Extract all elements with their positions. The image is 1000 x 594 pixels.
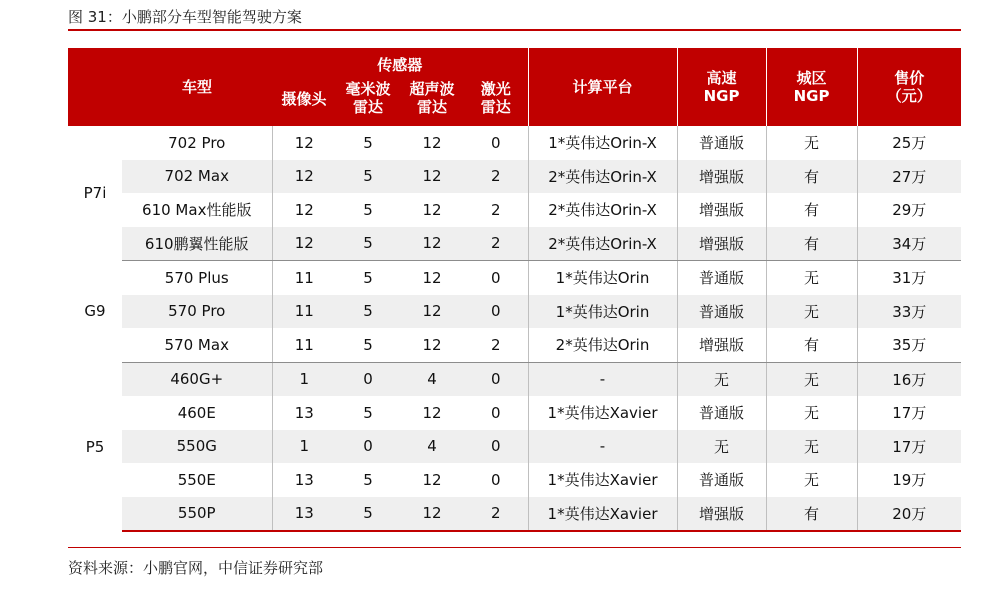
cell-city-ngp: 无 — [766, 463, 857, 497]
cell-camera: 12 — [272, 227, 336, 261]
cell-city-ngp: 有 — [766, 497, 857, 532]
cell-ultrasonic: 12 — [422, 133, 442, 152]
cell-mmwave: 5 — [336, 160, 400, 194]
header-series — [68, 48, 122, 126]
cell-highway-ngp: 增强版 — [677, 328, 766, 362]
figure-title: 图 31：小鹏部分车型智能驾驶方案 — [68, 8, 302, 26]
cell-highway-ngp: 普通版 — [677, 463, 766, 497]
cell-mmwave: 5 — [363, 200, 373, 219]
table-row — [68, 430, 961, 464]
cell-ultrasonic: 12 — [400, 160, 464, 194]
cell-lidar: 0 — [490, 133, 501, 152]
cell-city-ngp: 无 — [766, 396, 857, 430]
cell-camera: 13 — [272, 497, 336, 532]
cell-highway-ngp: 普通版 — [677, 126, 766, 160]
cell-price: 29万 — [857, 193, 961, 227]
header-highway-ngp: 高速 NGP — [677, 48, 766, 126]
cell-camera: 1 — [272, 362, 336, 396]
table-row — [68, 193, 961, 227]
cell-camera: 12 — [272, 160, 336, 194]
cell-model: 610鹏翼性能版 — [122, 227, 272, 261]
cell-price: 25万 — [857, 126, 961, 160]
cell-mmwave: 5 — [363, 470, 373, 489]
table-row — [68, 295, 961, 329]
cell-model: 610 Max性能版 — [142, 201, 252, 220]
cell-city-ngp: 无 — [766, 261, 857, 295]
cell-compute: - — [528, 362, 677, 396]
cell-lidar: 2 — [464, 497, 528, 532]
cell-mmwave: 0 — [336, 430, 400, 464]
cell-model: 460G+ — [122, 362, 272, 396]
table-row — [68, 261, 961, 295]
cell-highway-ngp: 普通版 — [677, 295, 766, 329]
series-label: P7i — [83, 184, 107, 203]
cell-camera: 12 — [272, 126, 336, 160]
cell-mmwave: 0 — [336, 362, 400, 396]
cell-model: 570 Plus — [164, 268, 229, 287]
table-row — [68, 463, 961, 497]
cell-model: 550E — [177, 470, 216, 489]
cell-ultrasonic: 4 — [400, 430, 464, 464]
cell-camera: 11 — [272, 261, 336, 295]
cell-price: 20万 — [857, 497, 961, 532]
cell-compute: 1*英伟达Xavier — [528, 463, 677, 497]
cell-price: 34万 — [857, 227, 961, 261]
cell-model: 570 Max — [122, 328, 272, 362]
cell-ultrasonic: 12 — [400, 295, 464, 329]
cell-compute: 1*英伟达Orin — [528, 261, 677, 295]
table-row — [68, 160, 961, 194]
cell-mmwave: 5 — [336, 328, 400, 362]
cell-lidar: 0 — [464, 430, 528, 464]
cell-price: 35万 — [857, 328, 961, 362]
cell-camera: 1 — [272, 430, 336, 464]
cell-price: 27万 — [857, 160, 961, 194]
header-mmwave: 毫米波 雷达 — [336, 76, 400, 126]
cell-compute: 2*英伟达Orin-X — [528, 227, 677, 261]
cell-ultrasonic: 12 — [400, 328, 464, 362]
cell-city-ngp: 有 — [766, 328, 857, 362]
cell-model: 550G — [122, 430, 272, 464]
cell-city-ngp: 无 — [766, 362, 857, 396]
table-row — [68, 227, 961, 261]
cell-highway-ngp: 普通版 — [677, 261, 766, 295]
header-lidar: 激光 雷达 — [464, 76, 528, 126]
table-body — [68, 126, 961, 531]
cell-mmwave: 5 — [336, 295, 400, 329]
cell-model: 702 Max — [122, 160, 272, 194]
cell-camera: 13 — [272, 463, 336, 497]
spec-table — [68, 48, 961, 532]
cell-mmwave: 5 — [363, 403, 373, 422]
cell-highway-ngp: 无 — [677, 430, 766, 464]
cell-price: 17万 — [857, 430, 961, 464]
table-row — [68, 328, 961, 362]
cell-compute: 2*英伟达Orin-X — [528, 193, 677, 227]
cell-highway-ngp: 增强版 — [677, 160, 766, 194]
cell-price: 16万 — [857, 362, 961, 396]
source-rule — [68, 547, 961, 548]
table-row — [68, 497, 961, 532]
cell-highway-ngp: 无 — [677, 362, 766, 396]
series-label: P5 — [85, 437, 105, 456]
cell-camera: 12 — [272, 193, 336, 227]
source-note: 资料来源：小鹏官网，中信证券研究部 — [68, 559, 324, 577]
cell-lidar: 0 — [490, 403, 501, 422]
header-city-ngp: 城区 NGP — [766, 48, 857, 126]
cell-ultrasonic: 12 — [422, 268, 442, 287]
header-model: 车型 — [122, 48, 272, 126]
cell-lidar: 2 — [464, 160, 528, 194]
cell-model: 702 Pro — [168, 133, 226, 152]
cell-city-ngp: 无 — [766, 295, 857, 329]
cell-city-ngp: 无 — [766, 126, 857, 160]
cell-compute: 1*英伟达Orin-X — [528, 126, 677, 160]
cell-model: 570 Pro — [122, 295, 272, 329]
cell-ultrasonic: 12 — [400, 227, 464, 261]
cell-camera: 11 — [272, 295, 336, 329]
title-rule — [68, 29, 961, 31]
cell-highway-ngp: 增强版 — [677, 227, 766, 261]
cell-compute: 2*英伟达Orin — [528, 328, 677, 362]
cell-lidar: 2 — [464, 227, 528, 261]
header-camera: 摄像头 — [272, 76, 336, 126]
cell-mmwave: 5 — [363, 133, 373, 152]
cell-compute: 1*英伟达Xavier — [528, 396, 677, 430]
cell-city-ngp: 无 — [766, 430, 857, 464]
cell-compute: 1*英伟达Orin — [528, 295, 677, 329]
cell-ultrasonic: 12 — [422, 403, 442, 422]
cell-highway-ngp: 增强版 — [677, 193, 766, 227]
cell-mmwave: 5 — [363, 268, 373, 287]
cell-city-ngp: 有 — [766, 193, 857, 227]
table-row — [68, 126, 961, 160]
cell-camera: 11 — [272, 328, 336, 362]
table-row — [68, 396, 961, 430]
cell-highway-ngp: 增强版 — [677, 497, 766, 532]
header-ultrasonic: 超声波 雷达 — [400, 76, 464, 126]
cell-lidar: 2 — [490, 200, 501, 219]
header-price: 售价 （元） — [857, 48, 961, 126]
series-label: G9 — [84, 302, 106, 321]
cell-mmwave: 5 — [336, 497, 400, 532]
header-compute: 计算平台 — [528, 48, 677, 126]
cell-lidar: 2 — [464, 328, 528, 362]
cell-mmwave: 5 — [336, 227, 400, 261]
cell-model: 460E — [177, 403, 216, 422]
cell-ultrasonic: 12 — [422, 470, 442, 489]
cell-model: 550P — [122, 497, 272, 532]
cell-lidar: 0 — [464, 362, 528, 396]
cell-city-ngp: 有 — [766, 160, 857, 194]
cell-lidar: 0 — [490, 268, 501, 287]
cell-lidar: 0 — [490, 470, 501, 489]
cell-camera: 13 — [272, 396, 336, 430]
cell-compute: 1*英伟达Xavier — [528, 497, 677, 532]
cell-ultrasonic: 4 — [400, 362, 464, 396]
cell-compute: 2*英伟达Orin-X — [528, 160, 677, 194]
cell-highway-ngp: 普通版 — [677, 396, 766, 430]
cell-compute: - — [528, 430, 677, 464]
cell-price: 31万 — [857, 261, 961, 295]
cell-ultrasonic: 12 — [422, 200, 442, 219]
cell-price: 33万 — [857, 295, 961, 329]
cell-city-ngp: 有 — [766, 227, 857, 261]
header-sensors: 传感器 — [272, 48, 528, 76]
cell-price: 19万 — [857, 463, 961, 497]
table-row — [68, 362, 961, 396]
cell-lidar: 0 — [464, 295, 528, 329]
cell-price: 17万 — [857, 396, 961, 430]
cell-ultrasonic: 12 — [400, 497, 464, 532]
